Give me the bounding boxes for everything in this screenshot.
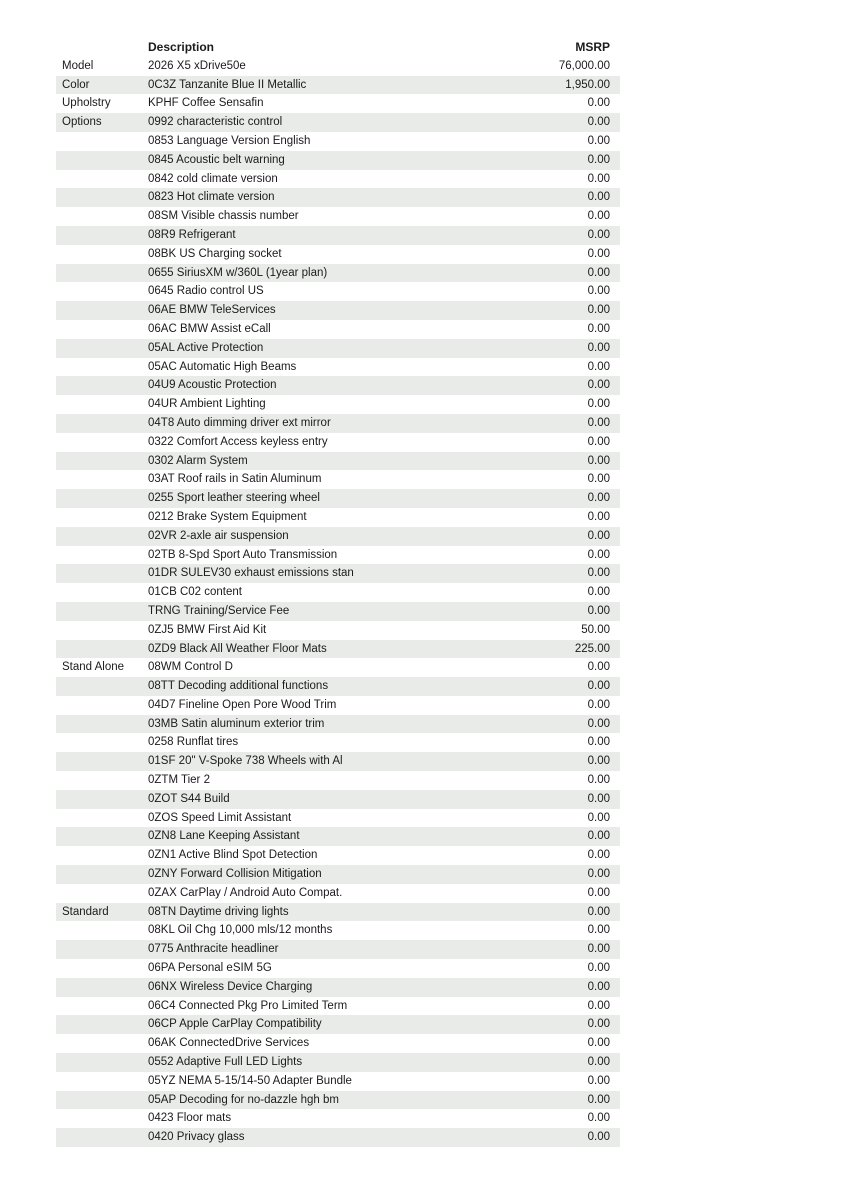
description-cell: 0ZOT S44 Build — [148, 792, 230, 805]
description-cell: 06AK ConnectedDrive Services — [148, 1037, 310, 1050]
description-cell: 01SF 20" V-Spoke 738 Wheels with Al — [148, 755, 343, 768]
table-row — [56, 433, 620, 452]
table-row — [56, 978, 620, 997]
table-row — [56, 301, 620, 320]
table-row — [56, 903, 620, 922]
msrp-cell: 0.00 — [587, 416, 610, 429]
msrp-cell: 0.00 — [587, 529, 610, 542]
msrp-cell: 0.00 — [587, 153, 610, 166]
msrp-cell: 0.00 — [587, 379, 610, 392]
description-cell: 08TT Decoding additional functions — [148, 680, 329, 693]
category-cell: Standard — [62, 905, 109, 918]
table-row — [56, 696, 620, 715]
msrp-cell: 0.00 — [587, 717, 610, 730]
msrp-cell: 0.00 — [587, 1093, 610, 1106]
msrp-cell: 0.00 — [587, 304, 610, 317]
description-cell: 0842 cold climate version — [148, 172, 278, 185]
table-row — [56, 489, 620, 508]
description-cell: 0C3Z Tanzanite Blue II Metallic — [148, 78, 307, 91]
description-cell: 04UR Ambient Lighting — [148, 398, 266, 411]
msrp-cell: 0.00 — [587, 924, 610, 937]
msrp-cell: 0.00 — [587, 228, 610, 241]
table-row — [56, 113, 620, 132]
msrp-cell: 0.00 — [587, 736, 610, 749]
msrp-cell: 0.00 — [587, 962, 610, 975]
table-row — [56, 170, 620, 189]
msrp-cell: 0.00 — [587, 1037, 610, 1050]
table-row — [56, 677, 620, 696]
table-row — [56, 733, 620, 752]
table-row — [56, 827, 620, 846]
description-cell: 0823 Hot climate version — [148, 191, 275, 204]
description-cell: TRNG Training/Service Fee — [148, 604, 290, 617]
options-table — [56, 38, 620, 1147]
category-cell: Color — [62, 78, 90, 91]
msrp-cell: 0.00 — [587, 943, 610, 956]
description-cell: 02VR 2-axle air suspension — [148, 529, 289, 542]
msrp-cell: 0.00 — [587, 999, 610, 1012]
description-cell: 0ZN1 Active Blind Spot Detection — [148, 849, 318, 862]
table-row — [56, 320, 620, 339]
description-cell: 08R9 Refrigerant — [148, 228, 236, 241]
msrp-cell: 0.00 — [587, 210, 610, 223]
msrp-cell: 0.00 — [587, 473, 610, 486]
description-cell: 0255 Sport leather steering wheel — [148, 492, 320, 505]
table-row — [56, 715, 620, 734]
description-cell: 08BK US Charging socket — [148, 247, 282, 260]
description-cell: 02TB 8-Spd Sport Auto Transmission — [148, 548, 338, 561]
table-row — [56, 621, 620, 640]
table-row — [56, 997, 620, 1016]
table-row — [56, 395, 620, 414]
msrp-cell: 0.00 — [587, 97, 610, 110]
description-header: Description — [148, 40, 215, 54]
msrp-cell: 225.00 — [574, 642, 610, 655]
description-cell: 0552 Adaptive Full LED Lights — [148, 1056, 303, 1069]
table-row — [56, 959, 620, 978]
msrp-cell: 50.00 — [581, 623, 610, 636]
table-row — [56, 564, 620, 583]
table-row — [56, 546, 620, 565]
description-cell: 0322 Comfort Access keyless entry — [148, 435, 328, 448]
description-cell: 0302 Alarm System — [148, 454, 248, 467]
msrp-cell: 0.00 — [587, 134, 610, 147]
msrp-cell: 0.00 — [587, 661, 610, 674]
msrp-cell: 0.00 — [587, 980, 610, 993]
table-row — [56, 1109, 620, 1128]
description-cell: 0ZD9 Black All Weather Floor Mats — [148, 642, 327, 655]
msrp-cell: 0.00 — [587, 905, 610, 918]
table-row — [56, 508, 620, 527]
msrp-cell: 0.00 — [587, 510, 610, 523]
table-row — [56, 771, 620, 790]
msrp-cell: 0.00 — [587, 792, 610, 805]
table-row — [56, 57, 620, 76]
msrp-cell: 0.00 — [587, 680, 610, 693]
description-cell: 06AC BMW Assist eCall — [148, 322, 271, 335]
msrp-cell: 0.00 — [587, 811, 610, 824]
description-cell: 05AC Automatic High Beams — [148, 360, 297, 373]
description-cell: 0845 Acoustic belt warning — [148, 153, 285, 166]
msrp-cell: 0.00 — [587, 341, 610, 354]
msrp-cell: 1,950.00 — [565, 78, 610, 91]
description-cell: KPHF Coffee Sensafin — [148, 97, 264, 110]
description-cell: 08SM Visible chassis number — [148, 210, 299, 223]
table-row — [56, 658, 620, 677]
msrp-cell: 0.00 — [587, 435, 610, 448]
table-row — [56, 865, 620, 884]
msrp-cell: 0.00 — [587, 868, 610, 881]
table-row — [56, 470, 620, 489]
table-row — [56, 132, 620, 151]
msrp-cell: 0.00 — [587, 285, 610, 298]
description-cell: 0992 characteristic control — [148, 116, 283, 129]
description-cell: 0ZOS Speed Limit Assistant — [148, 811, 292, 824]
table-row — [56, 583, 620, 602]
description-cell: 06PA Personal eSIM 5G — [148, 962, 272, 975]
msrp-cell: 0.00 — [587, 191, 610, 204]
msrp-cell: 0.00 — [587, 322, 610, 335]
msrp-cell: 0.00 — [587, 247, 610, 260]
description-cell: 06CP Apple CarPlay Compatibility — [148, 1018, 322, 1031]
description-cell: 0775 Anthracite headliner — [148, 943, 279, 956]
description-cell: 03MB Satin aluminum exterior trim — [148, 717, 325, 730]
description-cell: 05AP Decoding for no-dazzle hgh bm — [148, 1093, 339, 1106]
msrp-cell: 0.00 — [587, 116, 610, 129]
table-row — [56, 339, 620, 358]
msrp-cell: 0.00 — [587, 586, 610, 599]
table-row — [56, 207, 620, 226]
table-row — [56, 452, 620, 471]
table-row — [56, 1072, 620, 1091]
description-cell: 05YZ NEMA 5-15/14-50 Adapter Bundle — [148, 1074, 352, 1087]
table-row — [56, 376, 620, 395]
description-cell: 0ZAX CarPlay / Android Auto Compat. — [148, 886, 343, 899]
msrp-cell: 0.00 — [587, 360, 610, 373]
description-cell: 01CB C02 content — [148, 586, 242, 599]
table-row — [56, 188, 620, 207]
table-row — [56, 940, 620, 959]
table-row — [56, 282, 620, 301]
table-row — [56, 809, 620, 828]
description-cell: 04U9 Acoustic Protection — [148, 379, 277, 392]
msrp-header: MSRP — [575, 40, 610, 54]
msrp-cell: 0.00 — [587, 548, 610, 561]
table-row — [56, 790, 620, 809]
table-row — [56, 1034, 620, 1053]
table-row — [56, 358, 620, 377]
msrp-cell: 0.00 — [587, 1112, 610, 1125]
description-cell: 0ZTM Tier 2 — [148, 774, 210, 787]
category-cell: Model — [62, 59, 94, 72]
description-cell: 0ZN8 Lane Keeping Assistant — [148, 830, 300, 843]
description-cell: 0853 Language Version English — [148, 134, 311, 147]
msrp-cell: 0.00 — [587, 172, 610, 185]
table-header-row — [56, 38, 620, 57]
table-row — [56, 752, 620, 771]
table-row — [56, 846, 620, 865]
description-cell: 06AE BMW TeleServices — [148, 304, 276, 317]
msrp-cell: 0.00 — [587, 698, 610, 711]
table-row — [56, 1091, 620, 1110]
description-cell: 0645 Radio control US — [148, 285, 264, 298]
table-row — [56, 414, 620, 433]
table-row — [56, 602, 620, 621]
msrp-cell: 0.00 — [587, 830, 610, 843]
category-cell: Stand Alone — [62, 661, 125, 674]
description-cell: 0ZNY Forward Collision Mitigation — [148, 868, 322, 881]
msrp-cell: 0.00 — [587, 755, 610, 768]
table-row — [56, 1053, 620, 1072]
table-body — [56, 57, 620, 1147]
description-cell: 0423 Floor mats — [148, 1112, 232, 1125]
description-cell: 08KL Oil Chg 10,000 mls/12 months — [148, 924, 333, 937]
description-cell: 0258 Runflat tires — [148, 736, 239, 749]
msrp-cell: 0.00 — [587, 454, 610, 467]
description-cell: 0420 Privacy glass — [148, 1131, 245, 1144]
msrp-cell: 0.00 — [587, 567, 610, 580]
table-row — [56, 264, 620, 283]
table-row — [56, 884, 620, 903]
description-cell: 0ZJ5 BMW First Aid Kit — [148, 623, 267, 636]
msrp-cell: 0.00 — [587, 774, 610, 787]
table-row — [56, 94, 620, 113]
description-cell: 04D7 Fineline Open Pore Wood Trim — [148, 698, 337, 711]
table-row — [56, 640, 620, 659]
description-cell: 06NX Wireless Device Charging — [148, 980, 313, 993]
msrp-cell: 0.00 — [587, 849, 610, 862]
msrp-cell: 0.00 — [587, 1074, 610, 1087]
table-row — [56, 527, 620, 546]
msrp-cell: 0.00 — [587, 886, 610, 899]
msrp-cell: 0.00 — [587, 266, 610, 279]
description-cell: 04T8 Auto dimming driver ext mirror — [148, 416, 331, 429]
msrp-cell: 0.00 — [587, 1018, 610, 1031]
description-cell: 08WM Control D — [148, 661, 233, 674]
msrp-cell: 0.00 — [587, 492, 610, 505]
description-cell: 2026 X5 xDrive50e — [148, 59, 246, 72]
table-row — [56, 76, 620, 95]
msrp-cell: 76,000.00 — [558, 59, 610, 72]
msrp-cell: 0.00 — [587, 398, 610, 411]
msrp-cell: 0.00 — [587, 1131, 610, 1144]
table-row — [56, 1128, 620, 1147]
table-row — [56, 1015, 620, 1034]
table-row — [56, 226, 620, 245]
msrp-cell: 0.00 — [587, 1056, 610, 1069]
description-cell: 05AL Active Protection — [148, 341, 264, 354]
category-cell: Options — [62, 116, 102, 129]
description-cell: 06C4 Connected Pkg Pro Limited Term — [148, 999, 348, 1012]
description-cell: 01DR SULEV30 exhaust emissions stan — [148, 567, 354, 580]
table-row — [56, 921, 620, 940]
table-row — [56, 245, 620, 264]
msrp-cell: 0.00 — [587, 604, 610, 617]
category-cell: Upholstry — [62, 97, 111, 110]
description-cell: 0212 Brake System Equipment — [148, 510, 307, 523]
description-cell: 0655 SiriusXM w/360L (1year plan) — [148, 266, 328, 279]
description-cell: 08TN Daytime driving lights — [148, 905, 289, 918]
table-row — [56, 151, 620, 170]
description-cell: 03AT Roof rails in Satin Aluminum — [148, 473, 322, 486]
